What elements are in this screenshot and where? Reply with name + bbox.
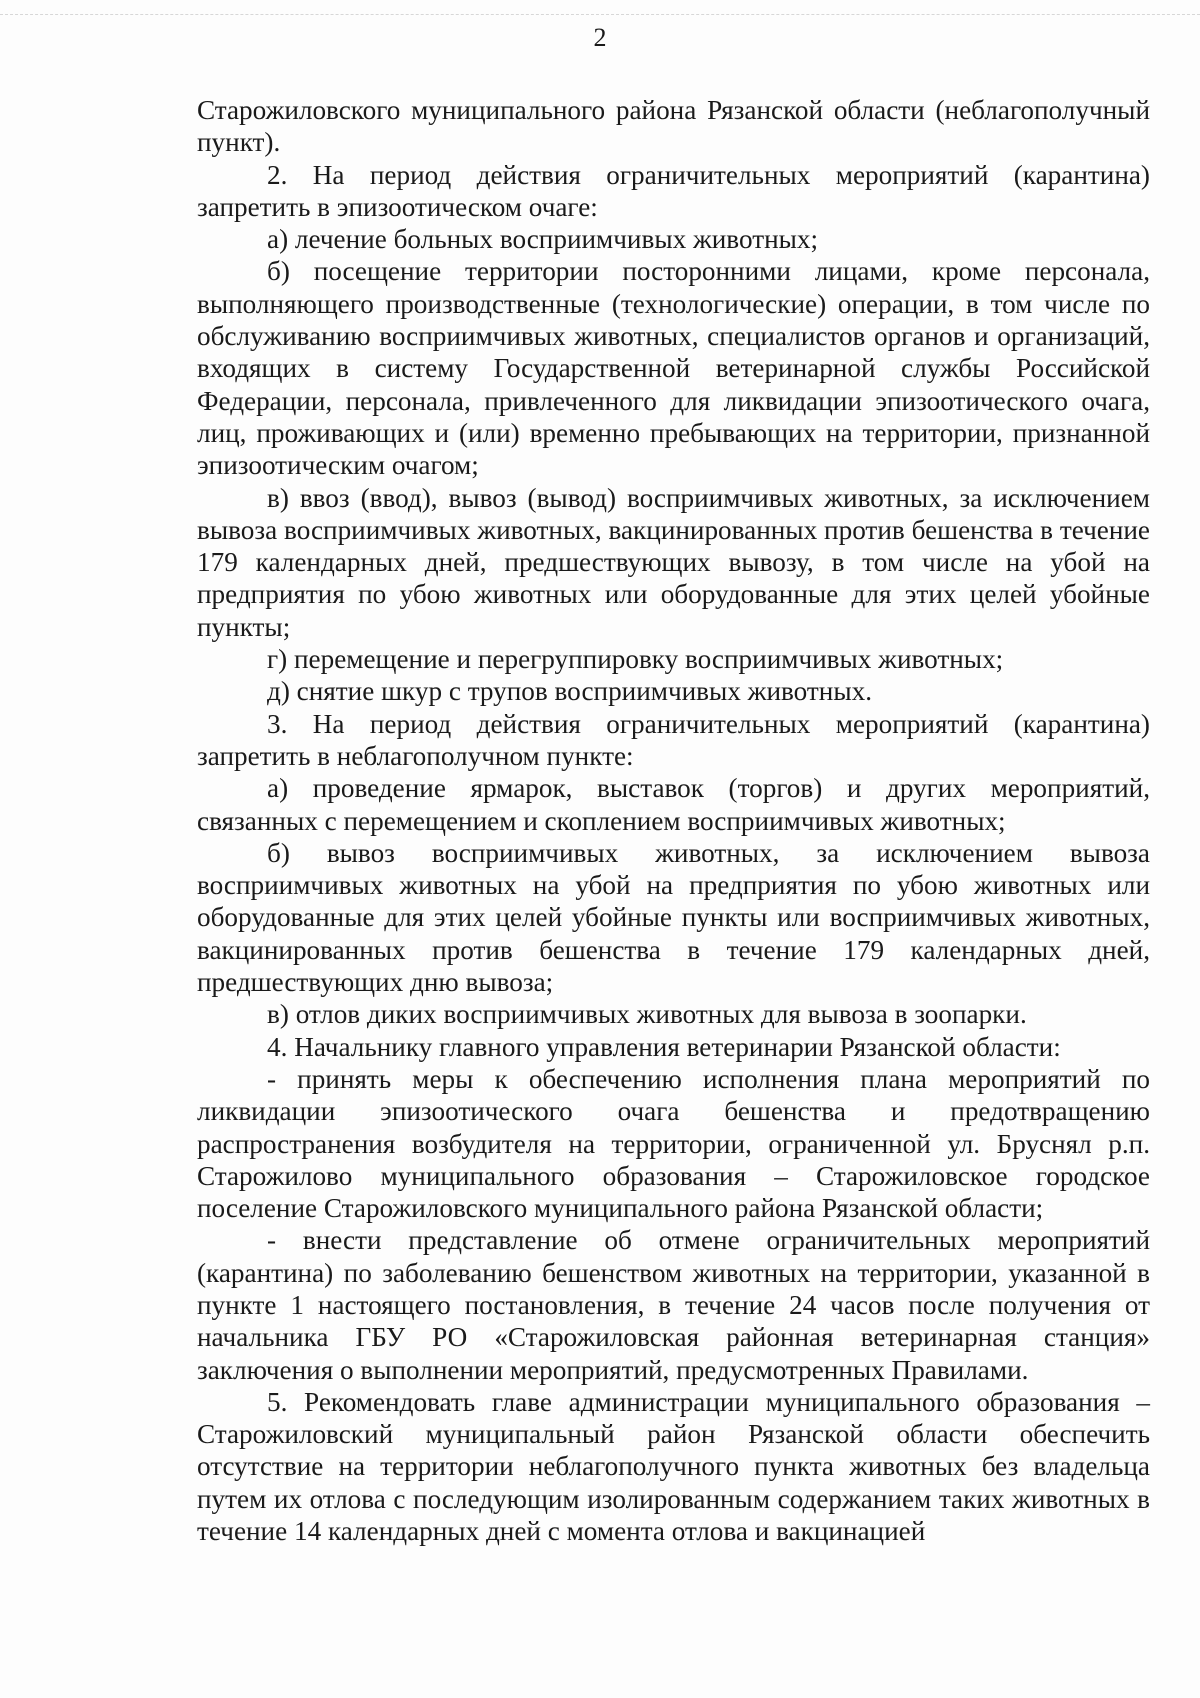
paragraph: Старожиловского муниципального района Рязанской области (неблагополучный пункт).: [197, 95, 1150, 158]
paragraph: а) лечение больных восприимчивых животных;: [267, 224, 819, 255]
page-number: 2: [593, 23, 607, 52]
paragraph: 4. Начальнику главного управления ветеринарии Рязанской области:: [267, 1031, 1061, 1062]
paragraph: в) ввоз (ввод), вывоз (вывод) восприимчивых животных, за исключением вывоза восприимчивых животных, вакцинированных против бешенства в течение 179 календарных дней, предшествующих вывозу, в том числе на убой на предприятия по убою животных или оборудованные для этих целей убойные пункты;: [197, 482, 1150, 642]
paragraph: 3. На период действия ограничительных мероприятий (карантина) запретить в неблагополучном пункте:: [197, 708, 1150, 771]
paragraph: 2. На период действия ограничительных мероприятий (карантина) запретить в эпизоотическом очаге:: [197, 159, 1150, 222]
paragraph: б) посещение территории посторонними лицами, кроме персонала, выполняющего производственные (технологические) операции, в том числе по обслуживанию восприимчивых животных, специалистов органов и организаций, входящих в систему Государственной ветеринарной службы Российской Федерации, персонала, привлеченного для ликвидации эпизоотического очага, лиц, проживающих и (или) временно пребывающих на территории, признанной эпизоотическим очагом;: [197, 256, 1150, 481]
scan-edge-artifact: [0, 14, 1200, 19]
paragraph: б) вывоз восприимчивых животных, за исключением вывоза восприимчивых животных на убой на предприятия по убою животных или оборудованные для этих целей убойные пункты или восприимчивых животных, вакцинированных против бешенства в течение 179 календарных дней, предшествующих дню вывоза;: [197, 837, 1150, 998]
paragraph: д) снятие шкур с трупов восприимчивых животных.: [267, 676, 872, 707]
paragraph: г) перемещение и перегруппировку восприимчивых животных;: [267, 644, 1004, 675]
paragraph: 5. Рекомендовать главе администрации муниципального образования – Старожиловский муниципальный район Рязанской области обеспечить отсутствие на территории неблагополучного пункта животных без владельца путем их отлова с последующим изолированным содержанием таких животных в течение 14 календарных дней с момента отлова и вакцинацией: [197, 1386, 1150, 1547]
paragraph: - принять меры к обеспечению исполнения плана мероприятий по ликвидации эпизоотического очага бешенства и предотвращению распространения возбудителя на территории, ограниченной ул. Бруснял р.п. Старожилово муниципального образования – Старожиловское городское поселение Старожиловского муниципального района Рязанской области;: [197, 1063, 1150, 1224]
paragraph: а) проведение ярмарок, выставок (торгов) и других мероприятий, связанных с перемещением и скоплением восприимчивых животных;: [197, 773, 1150, 836]
document-body: [197, 94, 1150, 1547]
paragraph: - внести представление об отмене ограничительных мероприятий (карантина) по заболеванию бешенством животных на территории, указанной в пункте 1 настоящего постановления, в течение 24 часов после получения от начальника ГБУ РО «Старожиловская районная ветеринарная станция» заключения о выполнении мероприятий, предусмотренных Правилами.: [197, 1225, 1150, 1385]
paragraph: в) отлов диких восприимчивых животных для вывоза в зоопарки.: [267, 999, 1027, 1030]
